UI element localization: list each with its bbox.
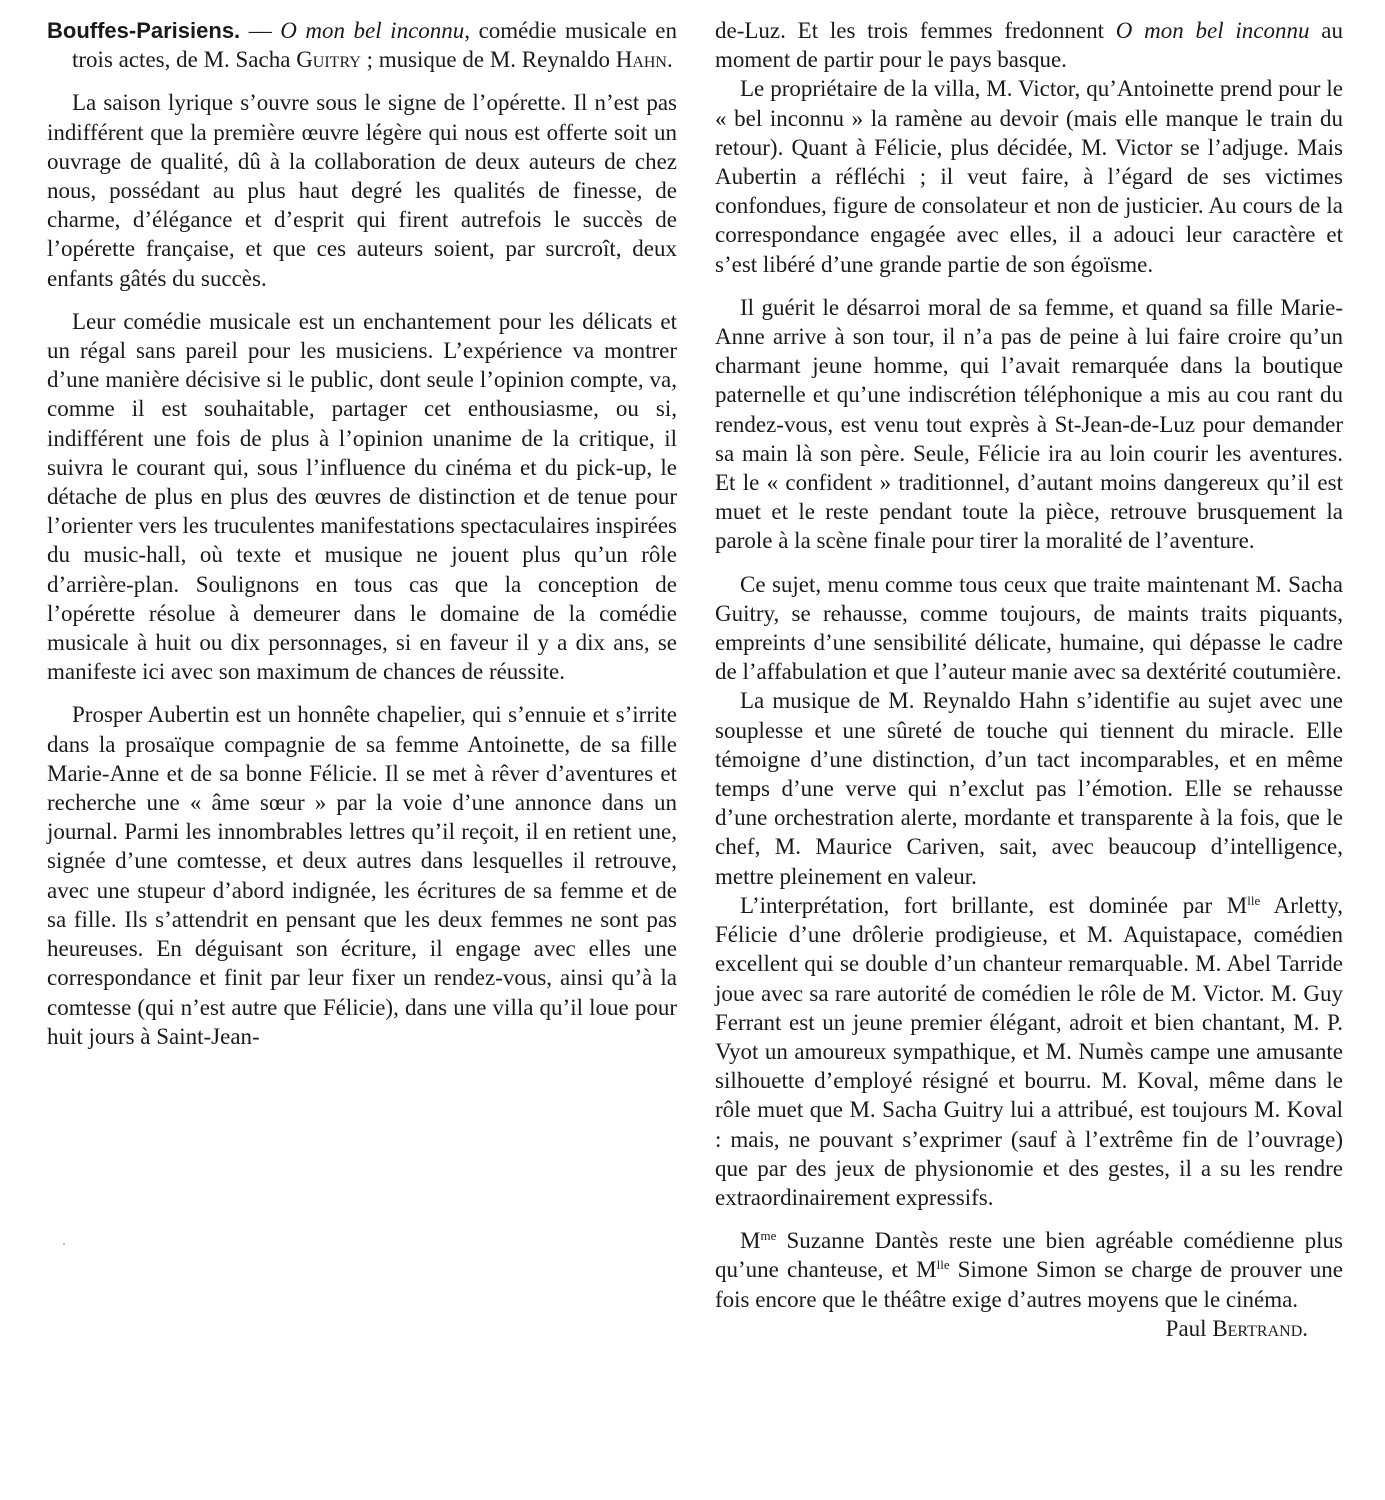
play-title: O mon bel inconnu <box>280 18 465 43</box>
paragraph-plot-continued <box>715 16 1343 74</box>
closing-text-end: Simone Simon se charge de prouver une fois encore que le théâtre exige d’autres moyens que le cinéma. <box>715 1257 1343 1312</box>
music-credit: ; musique de M. Reynaldo <box>360 47 616 73</box>
signature-first-name: Paul <box>1165 1315 1213 1341</box>
closing-superscript-1: me <box>760 1228 777 1244</box>
closing-text-middle: Suzanne Dantès reste une bien agréable comédienne plus qu’une chanteuse, et M <box>715 1228 1343 1283</box>
paragraph-subject: Ce sujet, menu comme tous ceux que traite maintenant M. Sacha Guitry, se rehausse, comme toujours, de maints traits piquants, empreints d’une sensibilité délicate, humaine, qui dépasse le cadre de l’affabulation et que l’auteur manie avec sa dextérité coutumière. <box>715 571 1343 685</box>
cast-superscript: lle <box>1247 892 1261 908</box>
play-description: , comédie musicale en trois actes, de M. Sacha <box>72 18 677 73</box>
plot-continued-title: O mon bel inconnu <box>1115 18 1310 43</box>
signature-period: . <box>1302 1315 1308 1341</box>
paragraph-season: La saison lyrique s’ouvre sous le signe de l’opérette. Il n’est pas indifférent que la première œuvre légère qui nous est offerte soit un ouvrage de qualité, dû à la collaboration de deux auteurs de chez nous, possédant au plus haut degré les qualités de finesse, de charme, d’élégance et d’esprit qui firent autrefois le succès de l’opérette française, et que ces auteurs soient, par surcroît, deux enfants gâtés du succès. <box>47 90 677 291</box>
left-column <box>47 16 677 1051</box>
venue-name: Bouffes-Parisiens. <box>47 18 241 43</box>
closing-superscript-2: lle <box>936 1257 950 1273</box>
paper-speck <box>63 1243 65 1245</box>
plot-continued-text: de-Luz. Et les trois femmes fredonnent <box>715 18 1116 43</box>
review-heading <box>47 16 677 74</box>
heading-dash: — <box>240 18 281 43</box>
signature-last-name: Bertrand <box>1212 1315 1303 1341</box>
right-column <box>715 16 1343 1343</box>
plot-continued-end: au moment de partir pour le pays basque. <box>715 18 1343 73</box>
paragraph-resolution: Il guérit le désarroi moral de sa femme, et quand sa fille Marie-Anne arrive à son tour, il n’a pas de peine à lui faire croire qu’un charmant jeune homme, qui l’avait remarquée dans la boutique paternelle et qu’une indiscrétion téléphonique a mis au cou rant du rendez-vous, est venu tout exprès à St-Jean-de-Luz pour demander sa main là son père. Seule, Félicie ira au loin courir les aventures. Et le « confident » traditionnel, d’autant moins dangereux qu’il est muet et le reste pendant toute la pièce, retrouve brusquement la parole à la scène finale pour tirer la moralité de l’aventure. <box>715 294 1343 554</box>
heading-period: . <box>666 47 673 73</box>
paragraph-music: La musique de M. Reynaldo Hahn s’identifie au sujet avec une souplesse et une sûreté de touche qui tiennent du miracle. Elle témoigne d’une distinction, d’un tact incomparables, et en même temps d’une verve qui n’exclut pas l’émotion. Elle se rehausse d’une orchestration alerte, mordante et transparente à la fois, que le chef, M. Maurice Cariven, sait, avec beaucoup d’intelligence, mettre pleinement en valeur. <box>715 688 1343 889</box>
paragraph-comedy: Leur comédie musicale est un enchantement pour les délicats et un régal sans pareil pour les musiciens. L’expérience va montrer d’une manière décisive si le public, dont seule l’opinion compte, va, comme il est souhaitable, partager cet enthousiasme, ou si, indifférent une fois de plus à l’opinion unanime de la critique, il suivra le courant qui, sous l’influence du cinéma et du pick-up, le détache de plus en plus des œuvres de distinction et de tenue pour l’orienter vers les truculentes manifestations spectaculaires inspirées du music-hall, où texte et musique ne jouent plus qu’un rôle d’arrière-plan. Soulignons en tous cas que la conception de l’opérette résolue à demeurer dans le domaine de la comédie musicale à huit ou dix personnages, si en faveur il y a dix ans, se manifeste ici avec son maximum de chances de réussite. <box>47 308 677 685</box>
paragraph-cast <box>715 891 1343 1212</box>
paragraph-villa: Le propriétaire de la villa, M. Victor, qu’Antoinette prend pour le « bel inconnu » la ramène au devoir (mais elle manque le train du retour). Quant à Félicie, plus décidée, M. Victor se l’adjuge. Mais Aubertin a réfléchi ; il veut faire, à l’égard de ses victimes confondues, figure de consolateur et non de justicier. Au cours de la correspondance engagée avec elles, il a adouci leur caractère et s’est libéré d’une grande partie de son égoïsme. <box>715 76 1343 277</box>
cast-text-start: L’interprétation, fort brillante, est dominée par M <box>740 892 1248 918</box>
paragraph-closing <box>715 1226 1343 1314</box>
closing-text-start: M <box>740 1228 761 1254</box>
cast-text-rest: Arletty, Félicie d’une drôlerie prodigieuse, et M. Aquistapace, comédien excellent qui se double d’un chanteur remarquable. M. Abel Tarride joue avec sa rare autorité de comédien le rôle de M. Victor. M. Guy Ferrant est un jeune premier élégant, adroit et bien chantant, M. P. Vyot un amoureux sympathique, et M. Numès campe une amusante silhouette d’employé résigné et bourru. M. Koval, même dans le rôle muet que M. Sacha Guitry lui a attribué, est toujours M. Koval : mais, ne pouvant s’exprimer (sauf à l’extrême fin de l’ouvrage) que par des jeux de physionomie et des gestes, il a su les rendre extraordinairement expressifs. <box>715 892 1344 1210</box>
signature <box>715 1314 1343 1343</box>
author-name: Guitry <box>296 47 361 73</box>
composer-name: Hahn <box>615 47 667 73</box>
paragraph-plot: Prosper Aubertin est un honnête chapelier, qui s’ennuie et s’irrite dans la prosaïque compagnie de sa femme Antoinette, de sa fille Marie-Anne et de sa bonne Félicie. Il se met à rêver d’aventures et recherche une « âme sœur » par la voie d’une annonce dans un journal. Parmi les innombrables lettres qu’il reçoit, il en retient une, signée d’une comtesse, et deux autres dans lesquelles il retrouve, avec une stupeur d’abord indignée, les écritures de sa femme et de sa fille. Ils s’attendrit en pensant que les deux femmes ne sont pas heureuses. En déguisant son écriture, il engage avec elles une correspondance et finit par leur fixer un rendez-vous, ainsi qu’à la comtesse (qui n’est autre que Félicie), dans une villa qu’il loue pour huit jours à Saint-Jean- <box>47 702 677 1049</box>
